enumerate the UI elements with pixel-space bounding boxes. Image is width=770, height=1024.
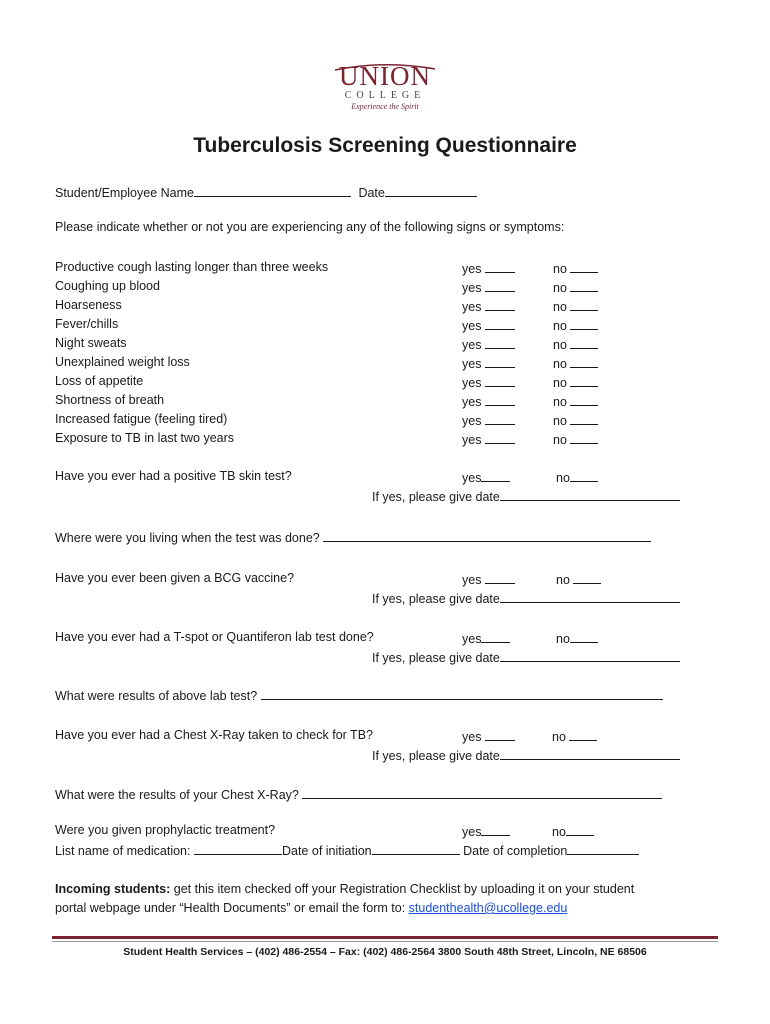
symptom-label: Productive cough lasting longer than three weeks: [55, 260, 329, 274]
no-blank[interactable]: [570, 431, 598, 444]
initiation-blank[interactable]: [372, 842, 460, 855]
xray-date: [372, 747, 680, 763]
incoming-line2: portal webpage under “Health Documents” or email the form to:: [55, 901, 409, 915]
logo-sub: COLLEGE: [344, 90, 426, 101]
symptom-no[interactable]: [553, 298, 598, 314]
no-blank[interactable]: [570, 260, 598, 273]
skin-test-date: [372, 488, 680, 504]
symptom-label: Night sweats: [55, 336, 127, 350]
no-blank[interactable]: [570, 355, 598, 368]
name-line: [55, 184, 477, 200]
yes-label: yes: [462, 262, 482, 276]
symptom-no[interactable]: [553, 336, 598, 352]
date-initiation-label: Date of initiation: [281, 844, 372, 858]
q-xray-results: What were the results of your Chest X-Ray?: [55, 788, 299, 802]
tspot-date: [372, 649, 680, 665]
symptom-label: Increased fatigue (feeling tired): [55, 412, 228, 426]
yes-blank[interactable]: [485, 298, 515, 311]
date-blank[interactable]: [500, 649, 680, 662]
symptom-label: Exposure to TB in last two years: [55, 431, 235, 445]
xray-results-blank[interactable]: [302, 786, 662, 799]
completion-blank[interactable]: [567, 842, 639, 855]
bcg-no[interactable]: [556, 571, 601, 587]
yes-blank[interactable]: [485, 374, 515, 387]
symptom-yes[interactable]: [462, 393, 515, 409]
prophylactic-no[interactable]: [552, 823, 594, 839]
no-blank[interactable]: [573, 571, 601, 584]
no-blank[interactable]: [569, 728, 597, 741]
no-blank[interactable]: [570, 279, 598, 292]
prophylactic-yes[interactable]: [462, 823, 510, 839]
tspot-yes[interactable]: [462, 630, 510, 646]
q-lab-results-line: [55, 687, 663, 703]
yes-blank[interactable]: [485, 412, 515, 425]
symptom-no[interactable]: [553, 393, 598, 409]
symptom-yes[interactable]: [462, 374, 515, 390]
symptom-label: Shortness of breath: [55, 393, 165, 407]
no-label: no: [553, 300, 567, 314]
no-label: no: [553, 281, 567, 295]
date-blank[interactable]: [500, 488, 680, 501]
yes-label: yes: [462, 414, 482, 428]
footer-rule-thin: [52, 941, 718, 942]
incoming-text: get this item checked off your Registration Checklist by uploading it on your student: [170, 882, 635, 896]
date-blank[interactable]: [500, 590, 680, 603]
xray-yes[interactable]: [462, 728, 515, 744]
no-label: no: [556, 471, 570, 485]
incoming-note-line2: [55, 901, 567, 915]
yes-blank[interactable]: [481, 823, 510, 836]
yes-label: yes: [462, 338, 482, 352]
q-lab-results: What were results of above lab test?: [55, 689, 258, 703]
no-label: no: [553, 262, 567, 276]
no-blank[interactable]: [570, 393, 598, 406]
bcg-yes[interactable]: [462, 571, 515, 587]
no-label: no: [553, 414, 567, 428]
symptom-no[interactable]: [553, 279, 598, 295]
list-medication-label: List name of medication:: [55, 844, 191, 858]
skin-test-no[interactable]: [556, 469, 598, 485]
no-label: no: [553, 395, 567, 409]
yes-blank[interactable]: [485, 571, 515, 584]
date-completion-label: Date of completion: [463, 844, 568, 858]
no-blank[interactable]: [570, 412, 598, 425]
living-blank[interactable]: [323, 529, 651, 542]
yes-label: yes: [462, 300, 482, 314]
symptom-no[interactable]: [553, 374, 598, 390]
yes-blank[interactable]: [485, 260, 515, 273]
page-title: Tuberculosis Screening Questionnaire: [193, 134, 577, 157]
if-yes-label: If yes, please give date: [372, 651, 500, 665]
symptom-yes[interactable]: [462, 260, 515, 276]
no-blank[interactable]: [570, 336, 598, 349]
no-label: no: [553, 376, 567, 390]
yes-blank[interactable]: [481, 469, 510, 482]
name-label: Student/Employee Name: [55, 186, 194, 200]
no-label: no: [552, 825, 566, 839]
no-blank[interactable]: [570, 317, 598, 330]
no-label: no: [553, 357, 567, 371]
name-field[interactable]: [194, 184, 351, 197]
q-tspot: Have you ever had a T-spot or Quantiferon lab test done?: [55, 630, 374, 644]
yes-label: yes: [462, 825, 482, 839]
q-skin-test: Have you ever had a positive TB skin test?: [55, 469, 292, 483]
yes-blank[interactable]: [485, 279, 515, 292]
symptom-no[interactable]: [553, 412, 598, 428]
yes-label: yes: [462, 395, 482, 409]
date-label: Date: [358, 186, 385, 200]
footer: Student Health Services – (402) 486-2554 – Fax: (402) 486-2564 3800 South 48th Street, Lincoln, NE 68506: [123, 946, 647, 958]
q-living-line: [55, 529, 651, 545]
date-field[interactable]: [385, 184, 477, 197]
yes-label: yes: [462, 730, 482, 744]
symptom-label: Fever/chills: [55, 317, 119, 331]
yes-label: yes: [462, 632, 482, 646]
no-blank[interactable]: [570, 374, 598, 387]
symptom-label: Hoarseness: [55, 298, 122, 312]
yes-label: yes: [462, 376, 482, 390]
bcg-date: [372, 590, 680, 606]
xray-no[interactable]: [552, 728, 597, 744]
no-label: no: [556, 573, 570, 587]
symptom-no[interactable]: [553, 355, 598, 371]
no-label: no: [552, 730, 566, 744]
symptom-label: Loss of appetite: [55, 374, 144, 388]
tspot-no[interactable]: [556, 630, 598, 646]
q-living: Where were you living when the test was done?: [55, 531, 320, 545]
yes-blank[interactable]: [485, 431, 515, 444]
skin-test-yes[interactable]: [462, 469, 510, 485]
yes-label: yes: [462, 281, 482, 295]
instruction: Please indicate whether or not you are experiencing any of the following signs or symptoms:: [55, 220, 565, 234]
no-blank[interactable]: [570, 630, 598, 643]
symptom-no[interactable]: [553, 260, 598, 276]
yes-blank[interactable]: [485, 317, 515, 330]
logo-tagline: Experience the Spirit: [351, 102, 419, 111]
symptom-yes[interactable]: [462, 412, 515, 428]
if-yes-label: If yes, please give date: [372, 592, 500, 606]
email-link[interactable]: studenthealth@ucollege.edu: [408, 901, 568, 915]
symptom-yes[interactable]: [462, 298, 515, 314]
symptom-yes[interactable]: [462, 317, 515, 333]
logo-main: UNION: [339, 61, 431, 91]
symptom-no[interactable]: [553, 431, 598, 447]
yes-label: yes: [462, 319, 482, 333]
yes-blank[interactable]: [481, 630, 510, 643]
yes-label: yes: [462, 471, 482, 485]
date-blank[interactable]: [500, 747, 680, 760]
q-bcg: Have you ever been given a BCG vaccine?: [55, 571, 295, 585]
q-xray: Have you ever had a Chest X-Ray taken to check for TB?: [55, 728, 373, 742]
q-prophylactic: Were you given prophylactic treatment?: [55, 823, 276, 837]
no-blank[interactable]: [566, 823, 594, 836]
no-label: no: [556, 632, 570, 646]
no-label: no: [553, 433, 567, 447]
no-blank[interactable]: [570, 298, 598, 311]
yes-blank[interactable]: [485, 393, 515, 406]
symptom-yes[interactable]: [462, 279, 515, 295]
yes-blank[interactable]: [485, 355, 515, 368]
incoming-note-line1: [55, 882, 634, 896]
no-label: no: [553, 338, 567, 352]
q-xray-results-line: [55, 786, 662, 802]
union-college-logo: [300, 62, 470, 112]
yes-blank[interactable]: [485, 728, 515, 741]
symptom-no[interactable]: [553, 317, 598, 333]
yes-label: yes: [462, 433, 482, 447]
yes-blank[interactable]: [485, 336, 515, 349]
medication-blank[interactable]: [194, 842, 282, 855]
symptom-yes[interactable]: [462, 431, 515, 447]
symptom-yes[interactable]: [462, 336, 515, 352]
symptom-yes[interactable]: [462, 355, 515, 371]
symptom-label: Coughing up blood: [55, 279, 160, 293]
symptom-label: Unexplained weight loss: [55, 355, 190, 369]
yes-label: yes: [462, 573, 482, 587]
no-blank[interactable]: [570, 469, 598, 482]
yes-label: yes: [462, 357, 482, 371]
if-yes-label: If yes, please give date: [372, 749, 500, 763]
lab-results-blank[interactable]: [261, 687, 663, 700]
no-label: no: [553, 319, 567, 333]
medication-line: [55, 842, 639, 858]
if-yes-label: If yes, please give date: [372, 490, 500, 504]
footer-rule: [52, 936, 718, 939]
incoming-bold: Incoming students:: [55, 882, 171, 896]
